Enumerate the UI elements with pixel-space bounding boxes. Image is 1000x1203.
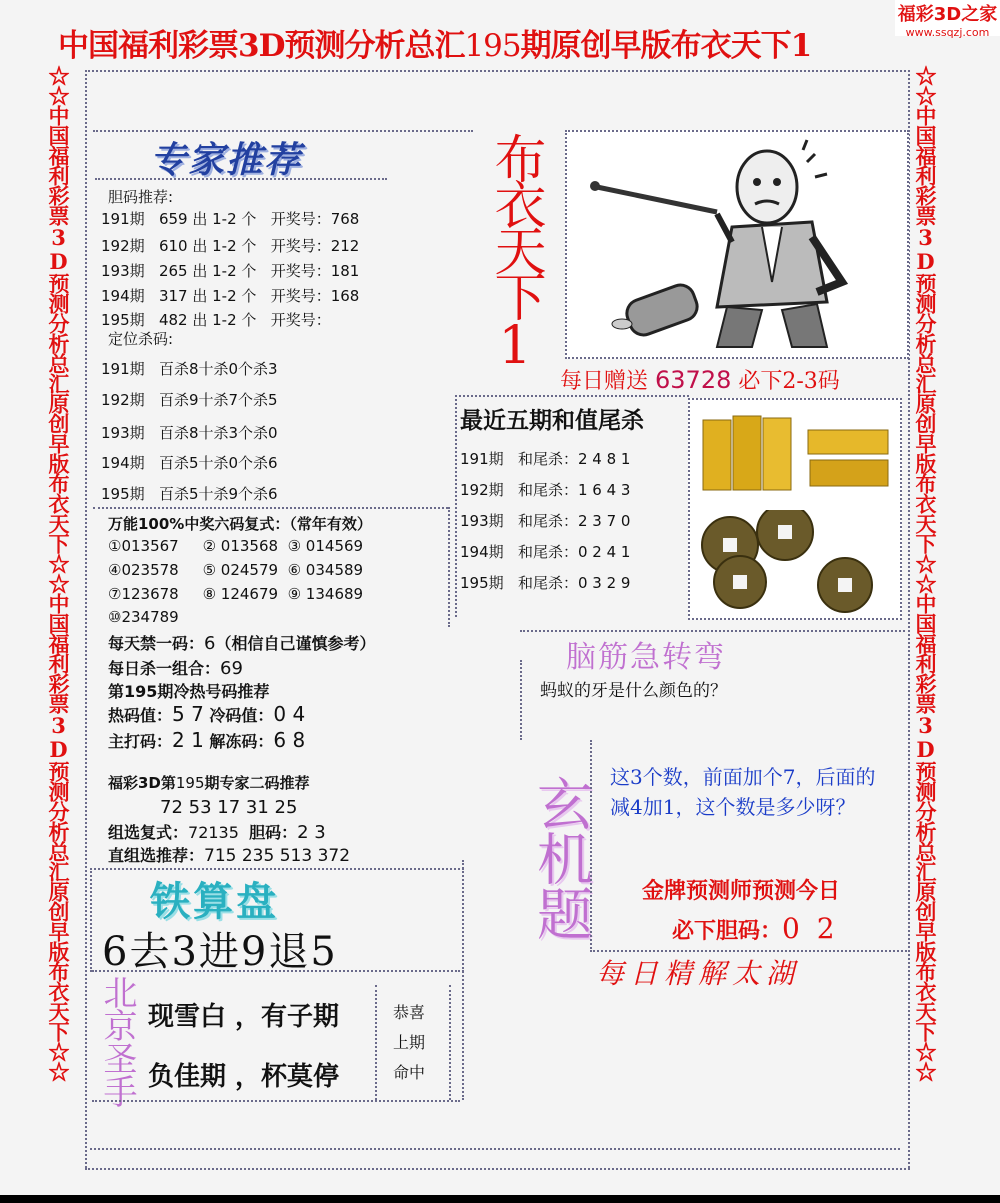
congrats-2: 上期	[393, 1033, 426, 1052]
two-code-group: 组选复式：72135 胆码：2 3	[108, 822, 326, 843]
mystery-side: 玄机题	[528, 775, 593, 940]
gold-box	[688, 398, 902, 620]
kill-row: 194期 百杀5十杀0个杀6	[101, 454, 278, 472]
six-code-row: ⑩234789	[108, 608, 179, 626]
daily-gift	[560, 364, 840, 395]
site-logo[interactable]	[895, 0, 1000, 39]
dan-row: 193期 265 出 1-2 个 开奖号：181	[101, 262, 360, 280]
ancient-coins-icon	[695, 510, 895, 615]
cartoon-box	[565, 130, 909, 359]
sum-tail-row: 194期 和尾杀：0 2 4 1	[460, 543, 631, 561]
dan-row: 195期 482 出 1-2 个 开奖号：	[101, 311, 331, 329]
congrats-1: 恭喜	[393, 1003, 426, 1022]
brand-vertical: 布衣天下1	[485, 132, 545, 370]
side-banner-left: ☆☆中国福利彩票3D预测分析总汇原创早版布衣天下☆☆中国福利彩票3D预测分析总汇原创早版布衣天下☆☆	[46, 65, 71, 1081]
title-issue: 195	[464, 28, 521, 64]
gold-bars-icon	[698, 408, 898, 498]
frame-inner-bottom	[90, 1148, 900, 1150]
six-code-vline	[448, 507, 450, 627]
logo-url: www.ssqzj.com	[905, 26, 990, 39]
two-code-direct: 直组选推荐：715 235 513 372	[108, 846, 351, 866]
hot-cold-heading: 第195期冷热号码推荐	[108, 682, 270, 701]
sum-tail-row: 195期 和尾杀：0 3 2 9	[460, 574, 631, 592]
beijing-line2: 负佳期 ，杯莫停	[148, 1062, 340, 1092]
two-code-heading: 福彩3D第195期专家二码推荐	[108, 774, 310, 792]
mystery-puzzle: 这3个数，前面加个7，后面的减4加1，这个数是多少呀？	[610, 765, 876, 819]
gold-pick	[672, 912, 839, 945]
hot-cold-row: 热码值：5 7 冷码值：0 4	[108, 702, 306, 726]
kill-title: 定位杀码:	[108, 330, 174, 348]
page-title	[58, 20, 811, 65]
dan-title: 胆码推荐:	[108, 188, 174, 206]
frame-bottom	[85, 1168, 910, 1170]
expert-divider	[95, 178, 387, 180]
title-suffix: 期原创早版布衣天下1	[520, 28, 812, 64]
brain-question: 蚂蚁的牙是什么颜色的？	[540, 681, 727, 701]
six-code-row: ④023578 ⑤ 024579 ⑥ 034589	[108, 561, 364, 579]
gold-pick-label: 必下胆码：	[672, 918, 783, 944]
six-code-heading: 万能100%中奖六码复式：（常年有效）	[108, 515, 372, 533]
gold-title: 金牌预测师预测今日	[642, 878, 841, 904]
bottom-rule	[0, 1195, 1000, 1203]
kill-row: 192期 百杀9十杀7个杀5	[101, 391, 278, 409]
six-code-divider	[93, 507, 448, 509]
sum-tail-row: 191期 和尾杀：2 4 8 1	[460, 450, 631, 468]
abacus-heading: 铁算盘	[150, 878, 279, 925]
daily-gift-label: 每日赠送	[560, 369, 649, 394]
dan-row: 194期 317 出 1-2 个 开奖号：168	[101, 287, 360, 305]
kill-row: 193期 百杀8十杀3个杀0	[101, 424, 278, 442]
kill-combo: 每日杀一组合：69	[108, 658, 243, 679]
gold-pick-value: 0 2	[782, 912, 839, 945]
title-prefix: 中国福利彩票3D预测分析总汇	[58, 28, 465, 64]
frame-top	[85, 70, 910, 72]
daily-gift-suffix: 必下2-3码	[738, 369, 840, 394]
beijing-line1: 现雪白 ，有子期	[148, 1002, 340, 1032]
two-code-codes: 72 53 17 31 25	[160, 797, 298, 818]
right-col-vline	[462, 860, 464, 1100]
frame-left	[85, 70, 87, 1168]
sum-tail-heading: 最近五期和值尾杀	[460, 407, 644, 434]
congrats-3: 命中	[393, 1063, 426, 1082]
sum-tail-row: 193期 和尾杀：2 3 7 0	[460, 512, 631, 530]
daily-gift-number: 63728	[655, 366, 732, 394]
dan-row: 192期 610 出 1-2 个 开奖号：212	[101, 237, 360, 255]
logo-text: 福彩3D之家	[897, 4, 998, 25]
beijing-side: 北京圣手	[97, 975, 137, 1107]
beijing-divider	[92, 970, 460, 972]
main-thaw-row: 主打码：2 1 解冻码：6 8	[108, 728, 306, 752]
six-code-row: ⑦123678 ⑧ 124679 ⑨ 134689	[108, 585, 364, 603]
side-banner-right: ☆☆中国福利彩票3D预测分析总汇原创早版布衣天下☆☆中国福利彩票3D预测分析总汇原创早版布衣天下☆☆	[913, 65, 938, 1081]
cartoon-man-icon	[567, 132, 907, 357]
abacus-formula: 6去3进9退5	[102, 929, 338, 975]
kill-row: 191期 百杀8十杀0个杀3	[101, 360, 278, 378]
dan-row: 191期 659 出 1-2 个 开奖号：768	[101, 210, 360, 228]
beijing-bottom	[92, 1100, 460, 1102]
six-code-row: ①013567 ② 013568 ③ 014569	[108, 537, 364, 555]
sum-tail-row: 192期 和尾杀：1 6 4 3	[460, 481, 631, 499]
kill-row: 195期 百杀5十杀9个杀6	[101, 485, 278, 503]
ban-code: 每天禁一码：6（相信自己谨慎参考）	[108, 633, 376, 654]
expert-heading: 专家推荐	[150, 139, 303, 181]
daily-solution: 每日精解太湖	[596, 957, 801, 990]
brain-heading: 脑筋急转弯	[566, 640, 726, 675]
